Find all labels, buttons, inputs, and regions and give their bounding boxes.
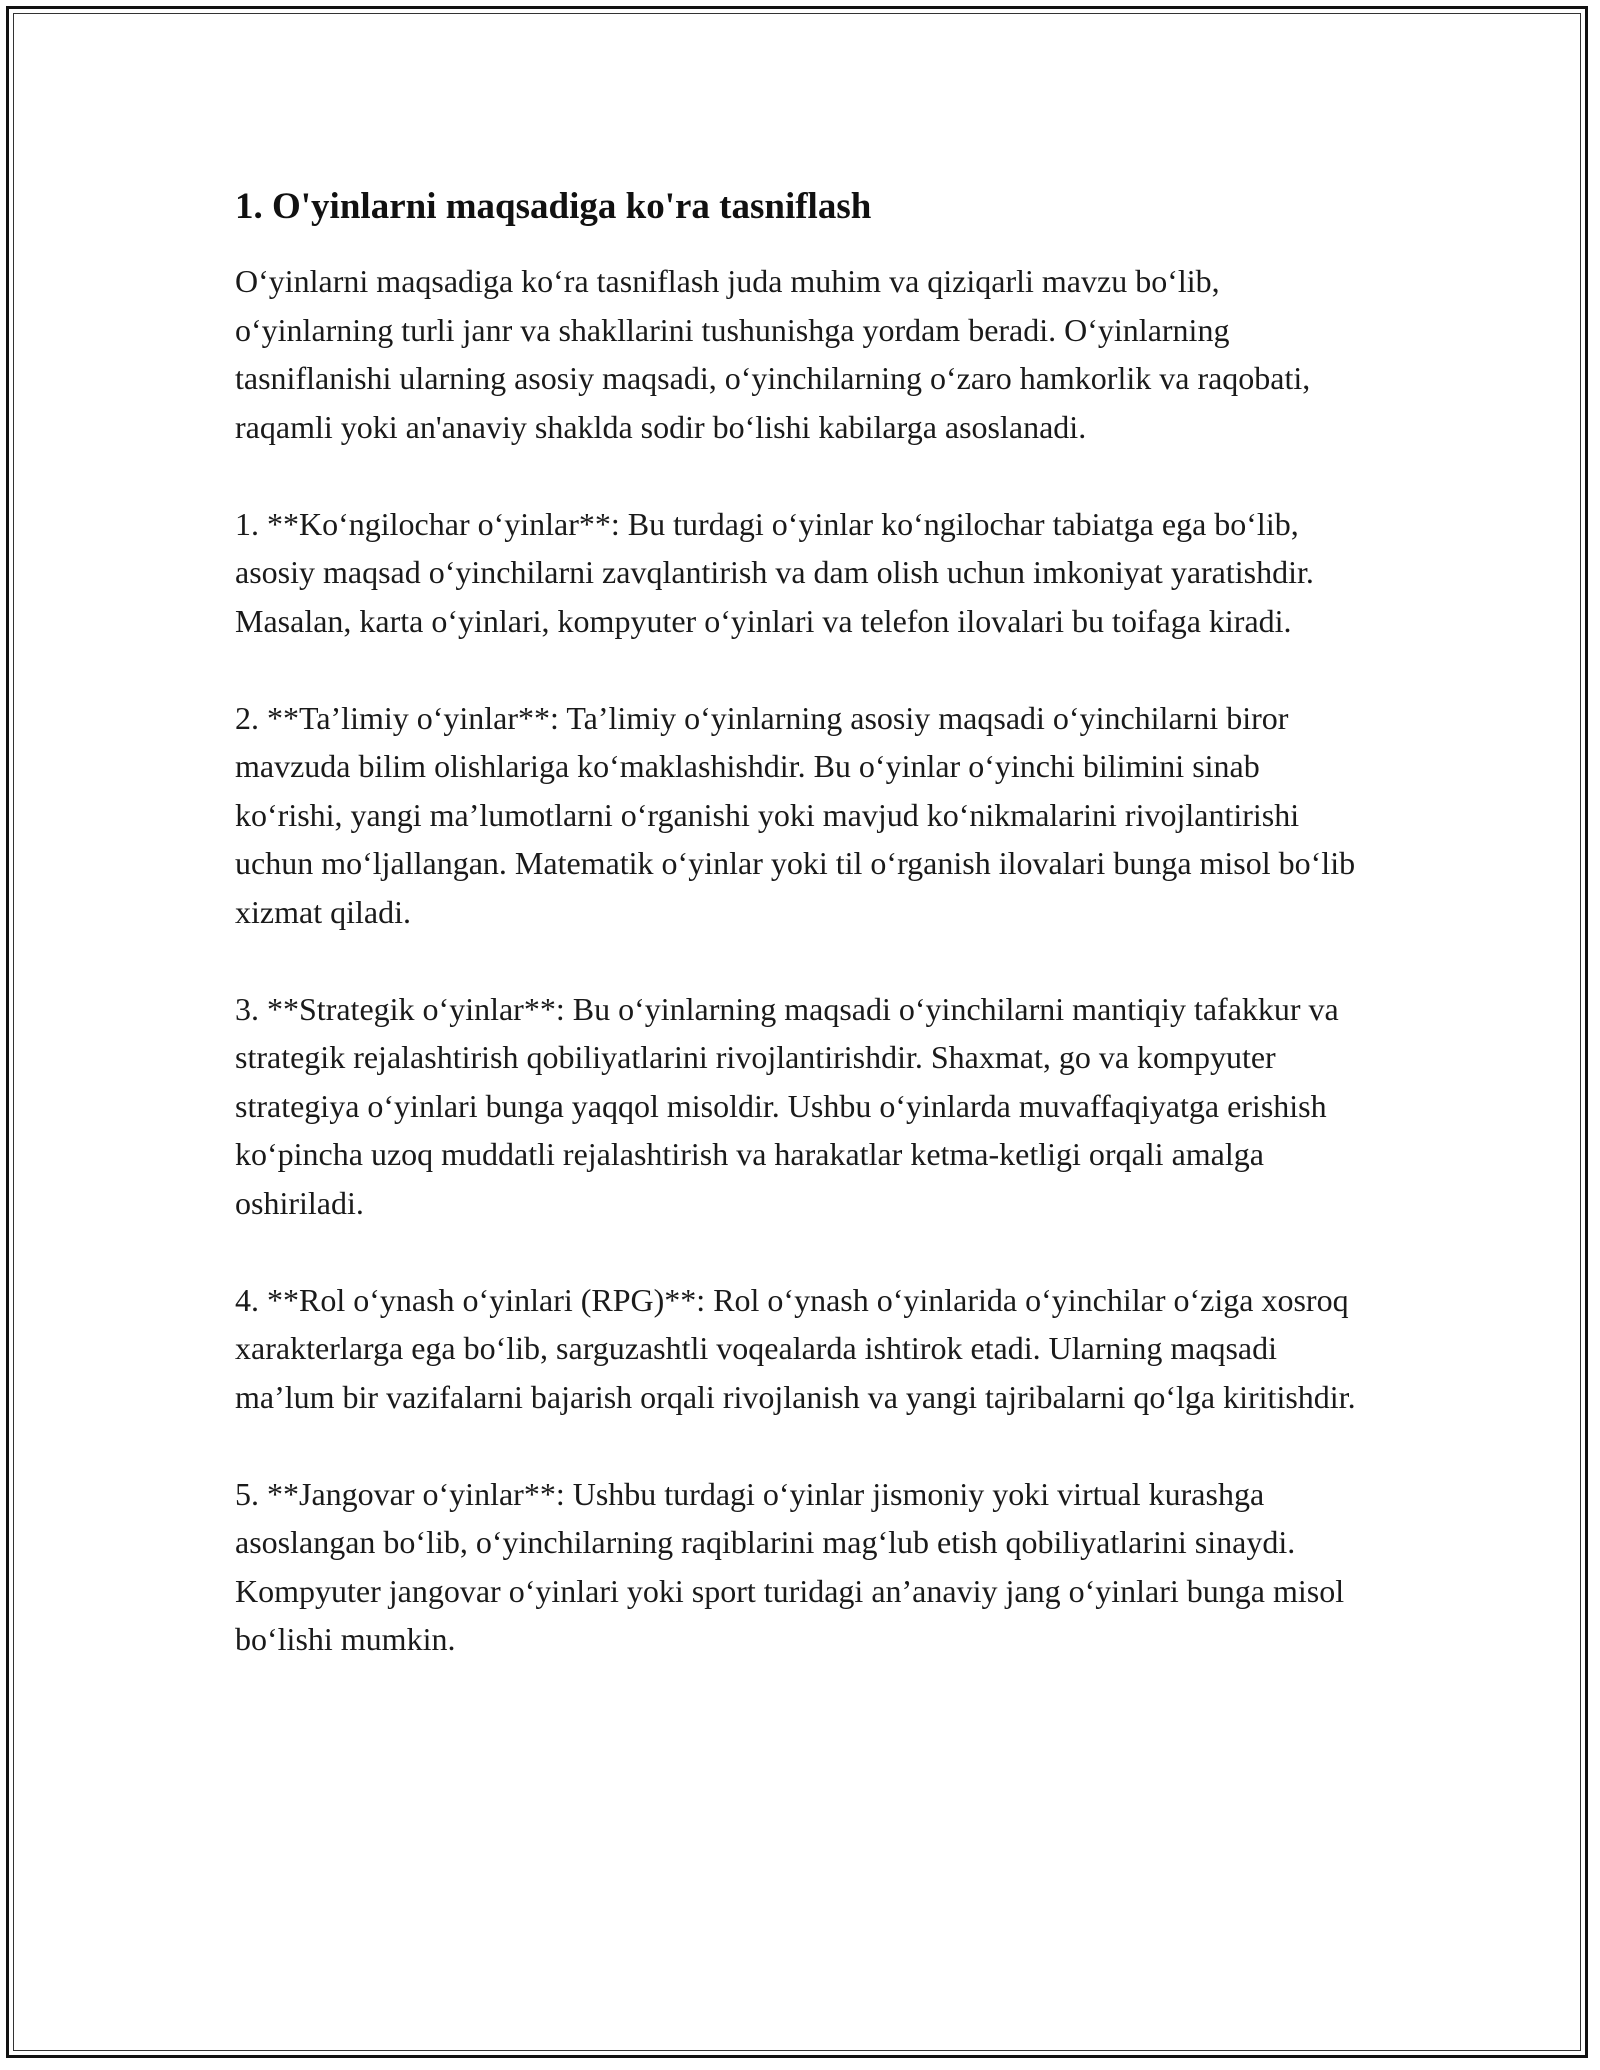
educational-games-paragraph: 2. **Ta’limiy o‘yinlar**: Ta’limiy o‘yinlarning asosiy maqsadi o‘yinchilarni biror mavzuda bilim olishlariga ko‘maklashishdir. Bu o‘yinlar o‘yinchi bilimini sinab ko‘rishi, yangi ma’lumotlarni o‘rganishi yoki mavjud ko‘nikmalarini rivojlantirishi uchun mo‘ljallangan. Matematik o‘yinlar yoki til o‘rganish ilovalari bunga misol bo‘lib xizmat qiladi.	[235, 699, 1356, 930]
section-heading: 1. O'yinlarni maqsadiga ko'ra tasniflash	[235, 186, 872, 227]
document-body	[235, 185, 1375, 1712]
strategy-games-paragraph: 3. **Strategik o‘yinlar**: Bu o‘yinlarning maqsadi o‘yinchilarni mantiqiy tafakkur va strategik rejalashtirish qobiliyatlarini rivojlantirishdir. Shaxmat, go va kompyuter strategiya o‘yinlari bunga yaqqol misoldir. Ushbu o‘yinlarda muvaffaqiyatga erishish ko‘pincha uzoq muddatli rejalashtirish va harakatlar ketma-ketligi orqali amalga oshiriladi.	[235, 990, 1339, 1221]
combat-games-paragraph: 5. **Jangovar o‘yinlar**: Ushbu turdagi o‘yinlar jismoniy yoki virtual kurashga asoslangan bo‘lib, o‘yinchilarning raqiblarini mag‘lub etish qobiliyatlarini sinaydi. Kompyuter jangovar o‘yinlari yoki sport turidagi an’anaviy jang o‘yinlari bunga misol bo‘lishi mumkin.	[235, 1475, 1345, 1658]
rpg-games-paragraph: 4. **Rol o‘ynash o‘yinlari (RPG)**: Rol o‘ynash o‘yinlarida o‘yinchilar o‘ziga xosroq xarakterlarga ega bo‘lib, sarguzashtli voqealarda ishtirok etadi. Ularning maqsadi ma’lum bir vazifalarni bajarish orqali rivojlanish va yangi tajribalarni qo‘lga kiritishdir.	[235, 1281, 1356, 1415]
intro-paragraph: O‘yinlarni maqsadiga ko‘ra tasniflash juda muhim va qiziqarli mavzu bo‘lib, o‘yinlarning turli janr va shakllarini tushunishga yordam beradi. O‘yinlarning tasniflanishi ularning asosiy maqsadi, o‘yinchilarning o‘zaro hamkorlik va raqobati, raqamli yoki an'anaviy shaklda sodir bo‘lishi kabilarga asoslanadi.	[235, 263, 1311, 445]
entertainment-games-paragraph: 1. **Ko‘ngilochar o‘yinlar**: Bu turdagi o‘yinlar ko‘ngilochar tabiatga ega bo‘lib, asosiy maqsad o‘yinchilarni zavqlantirish va dam olish uchun imkoniyat yaratishdir. Masalan, karta o‘yinlari, kompyuter o‘yinlari va telefon ilovalari bu toifaga kiradi.	[235, 505, 1314, 639]
